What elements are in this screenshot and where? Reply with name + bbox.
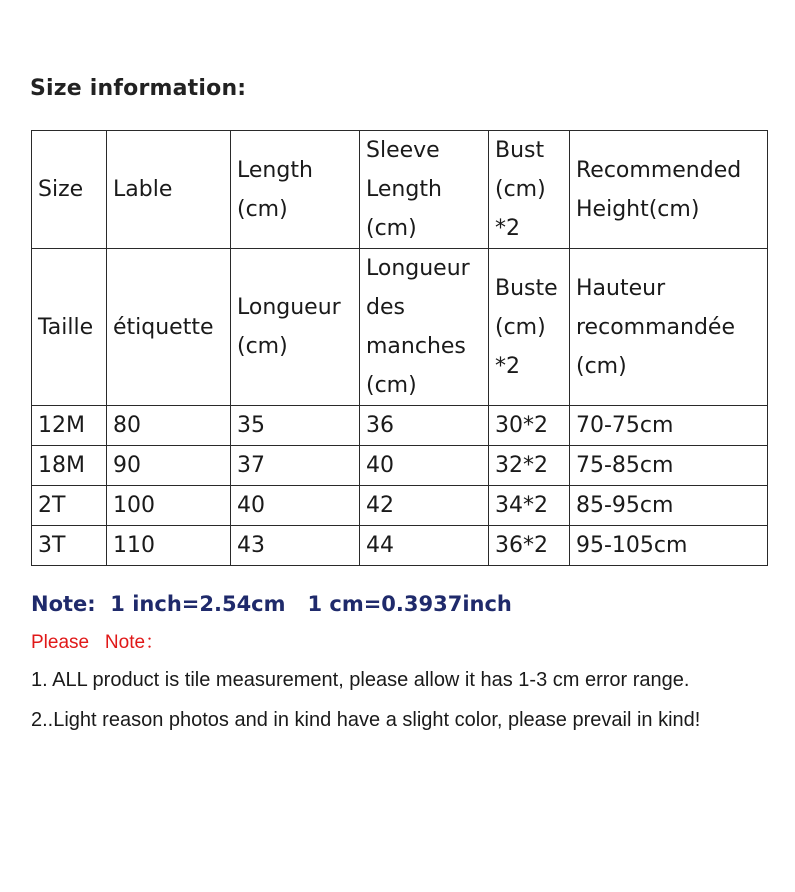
notes-section — [31, 660, 771, 740]
table-cell: 44 — [360, 526, 489, 566]
table-cell: 40 — [360, 446, 489, 486]
table-row — [32, 526, 768, 566]
table-cell: 40 — [231, 486, 360, 526]
table-cell: 36 — [360, 406, 489, 446]
header-cell: Taille — [32, 249, 107, 406]
header-cell: Hauteur recommandée (cm) — [570, 249, 768, 406]
header-cell: Longueur (cm) — [231, 249, 360, 406]
table-cell: 35 — [231, 406, 360, 446]
header-cell: Sleeve Length (cm) — [360, 131, 489, 249]
table-cell: 43 — [231, 526, 360, 566]
table-header-row-english — [32, 131, 768, 249]
table-cell: 3T — [32, 526, 107, 566]
header-cell: Length (cm) — [231, 131, 360, 249]
table-row — [32, 486, 768, 526]
header-cell: étiquette — [107, 249, 231, 406]
table-header-row-french — [32, 249, 768, 406]
please-note-heading: Please Note： — [31, 632, 165, 653]
table-cell: 95-105cm — [570, 526, 768, 566]
note-item: 1. ALL product is tile measurement, please allow it has 1-3 cm error range. — [31, 669, 690, 691]
header-cell: Bust (cm) *2 — [489, 131, 570, 249]
header-cell: Buste (cm) *2 — [489, 249, 570, 406]
table-cell: 100 — [107, 486, 231, 526]
table-cell: 30*2 — [489, 406, 570, 446]
table-cell: 75-85cm — [570, 446, 768, 486]
table-cell: 32*2 — [489, 446, 570, 486]
header-cell: Longueur des manches (cm) — [360, 249, 489, 406]
table-cell: 2T — [32, 486, 107, 526]
header-cell: Size — [32, 131, 107, 249]
header-cell: Recommended Height(cm) — [570, 131, 768, 249]
table-cell: 34*2 — [489, 486, 570, 526]
header-cell: Lable — [107, 131, 231, 249]
table-cell: 42 — [360, 486, 489, 526]
size-table — [31, 130, 768, 566]
table-cell: 37 — [231, 446, 360, 486]
table-row — [32, 446, 768, 486]
table-cell: 90 — [107, 446, 231, 486]
table-cell: 85-95cm — [570, 486, 768, 526]
table-row — [32, 406, 768, 446]
table-cell: 70-75cm — [570, 406, 768, 446]
table-cell: 12M — [32, 406, 107, 446]
note-item: 2..Light reason photos and in kind have a slight color, please prevail in kind! — [31, 709, 701, 731]
table-cell: 18M — [32, 446, 107, 486]
table-cell: 36*2 — [489, 526, 570, 566]
table-cell: 80 — [107, 406, 231, 446]
table-cell: 110 — [107, 526, 231, 566]
unit-conversion-note: Note: 1 inch=2.54cm 1 cm=0.3937inch — [31, 592, 512, 616]
page-title: Size information: — [30, 76, 247, 101]
